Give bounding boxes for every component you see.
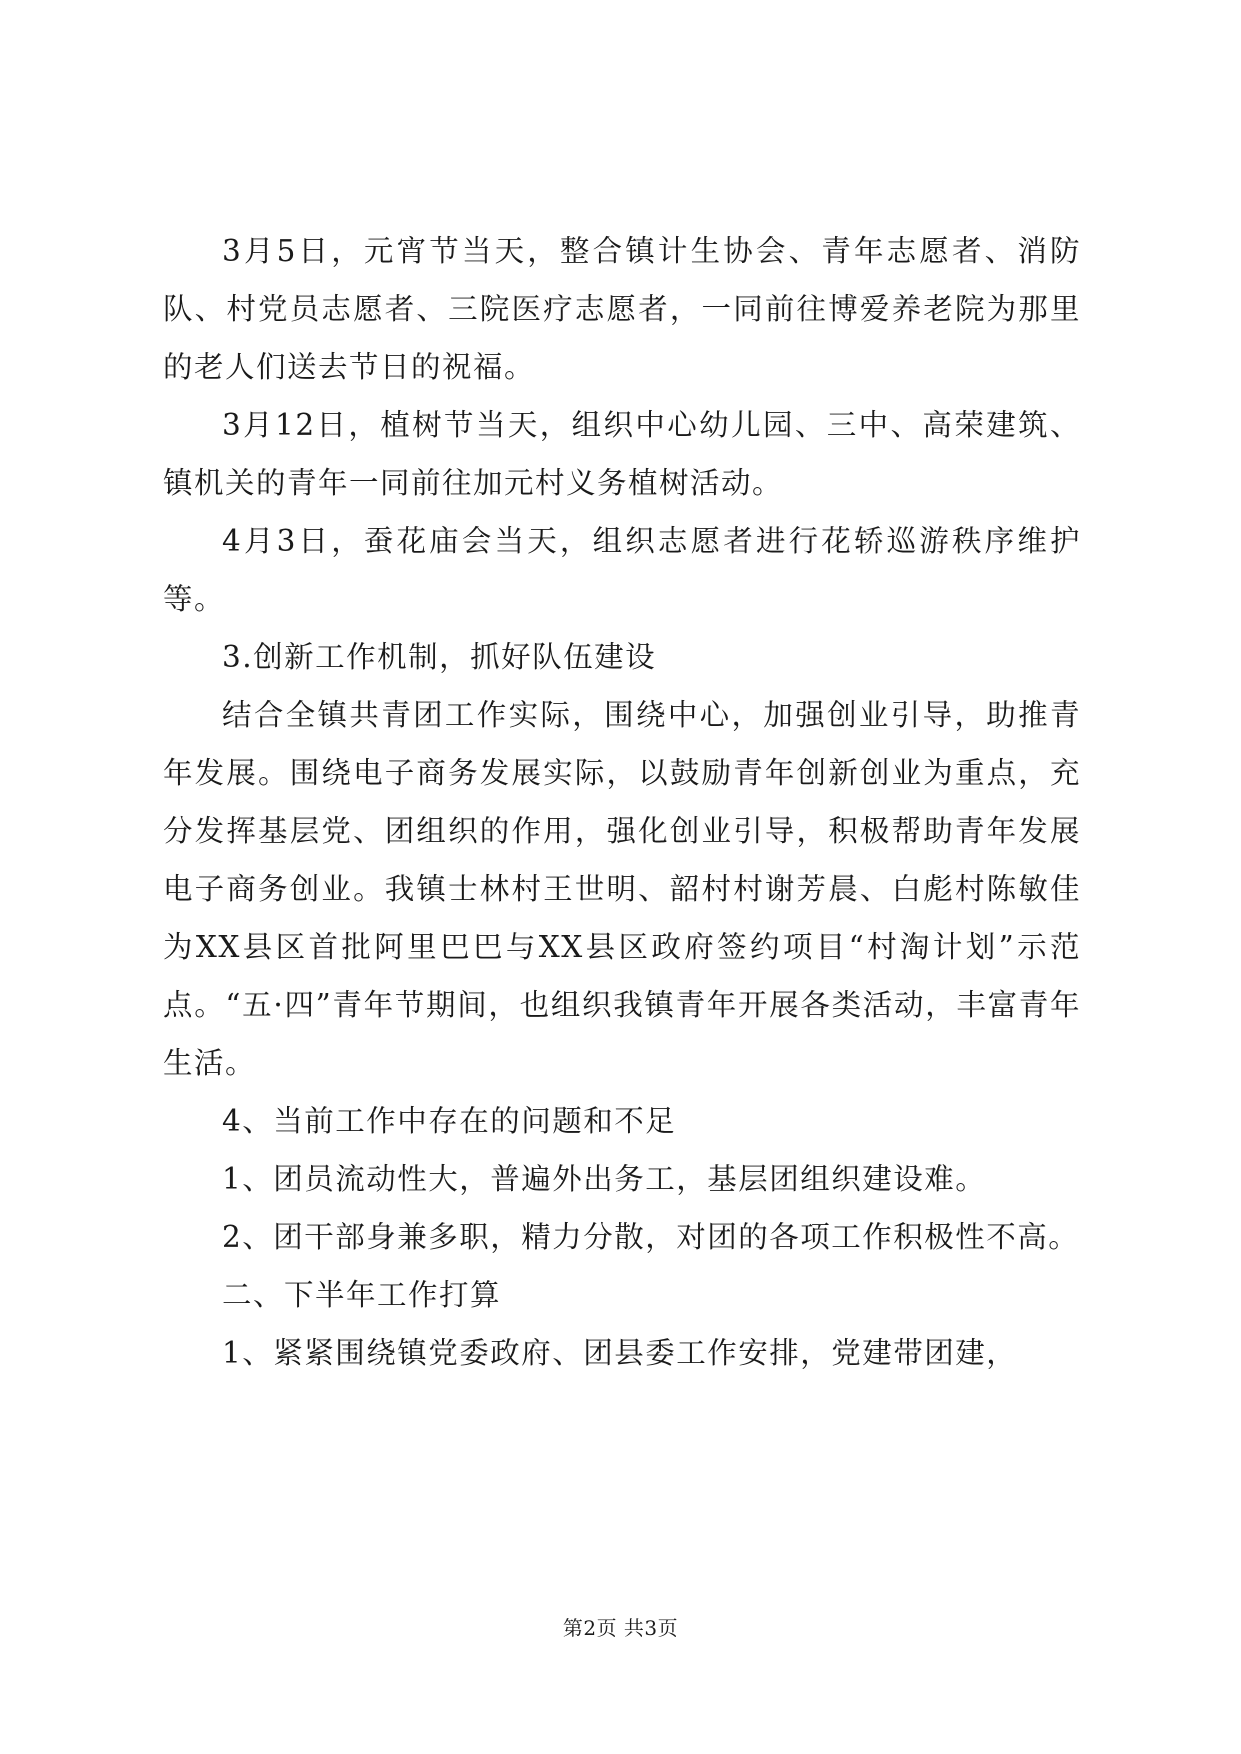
paragraph-plan-1: 1、紧紧围绕镇党委政府、团县委工作安排，党建带团建，	[222, 1336, 1018, 1370]
paragraph-tree-planting: 3月12日，植树节当天，组织中心幼儿园、三中、高荣建筑、镇机关的青年一同前往加元村义务植树活动。	[163, 408, 1081, 500]
page-number-footer: 第2页 共3页	[562, 1616, 679, 1640]
paragraph-temple-fair: 4月3日，蚕花庙会当天，组织志愿者进行花轿巡游秩序维护等。	[163, 524, 1081, 616]
section-heading-problems: 4、当前工作中存在的问题和不足	[222, 1104, 677, 1138]
document-body	[163, 222, 1081, 1382]
paragraph-lantern-festival: 3月5日，元宵节当天，整合镇计生协会、青年志愿者、消防队、村党员志愿者、三院医疗志愿者，一同前往博爱养老院为那里的老人们送去节日的祝福。	[163, 234, 1081, 384]
paragraph-problem-2: 2、团干部身兼多职，精力分散，对团的各项工作积极性不高。	[222, 1220, 1080, 1254]
section-heading-mechanism: 3.创新工作机制，抓好队伍建设	[222, 640, 657, 674]
paragraph-entrepreneurship: 结合全镇共青团工作实际，围绕中心，加强创业引导，助推青年发展。围绕电子商务发展实际，以鼓励青年创新创业为重点，充分发挥基层党、团组织的作用，强化创业引导，积极帮助青年发展电子商务创业。我镇士林村王世明、韶村村谢芳晨、白彪村陈敏佳为XX县区首批阿里巴巴与XX县区政府签约项目“村淘计划”示范点。“五·四”青年节期间，也组织我镇青年开展各类活动，丰富青年生活。	[163, 698, 1081, 1080]
section-heading-plan: 二、下半年工作打算	[222, 1278, 502, 1312]
paragraph-problem-1: 1、团员流动性大，普遍外出务工，基层团组织建设难。	[222, 1162, 987, 1196]
